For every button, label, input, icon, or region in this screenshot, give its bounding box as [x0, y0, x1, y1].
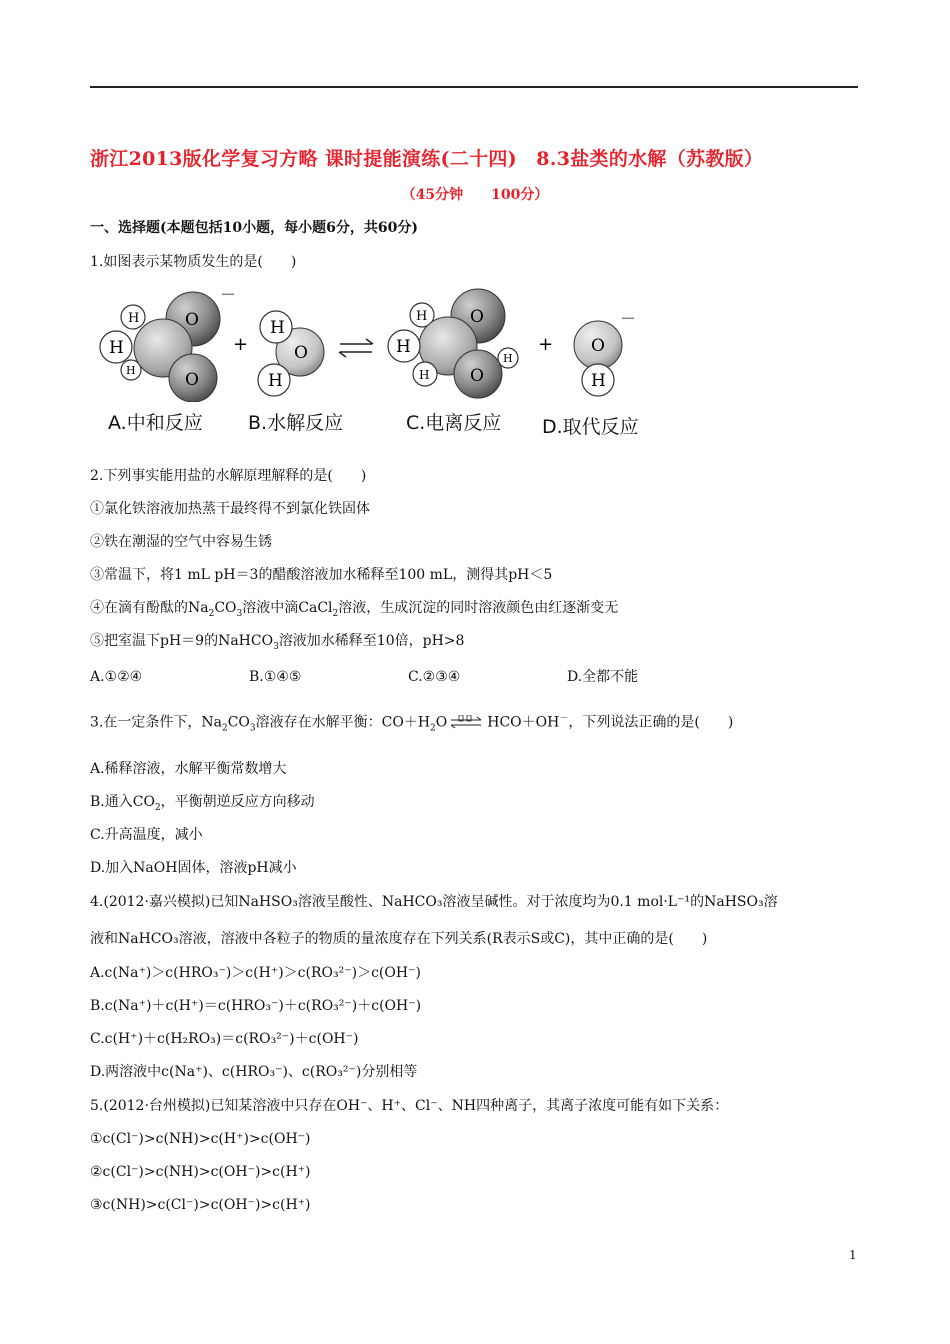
q1-option-c: C.电离反应: [406, 412, 502, 434]
q3-option-b-text: ，平衡朝逆反应方向移动: [160, 794, 315, 810]
header-rule: [90, 86, 858, 88]
q5-item-2: ②c(Cl⁻)>c(NH)>c(OH⁻)>c(H⁺): [90, 1164, 311, 1180]
q2-item-5: [90, 632, 464, 656]
svg-text:H: H: [416, 309, 428, 324]
svg-text:O: O: [470, 366, 484, 386]
q3-stem-text: O: [435, 714, 448, 731]
subscript: 2: [208, 608, 215, 619]
equilibrium-arrow-icon: [447, 715, 487, 731]
svg-text:H: H: [396, 337, 411, 357]
svg-text:O: O: [185, 370, 199, 390]
svg-text:O: O: [294, 343, 308, 363]
subscript: 3: [236, 608, 243, 619]
svg-text:H: H: [419, 368, 430, 382]
q2-item-4-text: ④在滴有酚酞的Na: [90, 600, 209, 616]
q1-figure: [90, 282, 670, 442]
q3-option-b-text: B.通入CO: [90, 794, 155, 810]
subscript: 3: [249, 723, 256, 734]
product-acid: [388, 289, 518, 398]
q2-option-a: A.①②④: [90, 669, 143, 685]
svg-text:H: H: [128, 311, 140, 326]
q2-stem: 2.下列事实能用盐的水解原理解释的是( ): [90, 468, 367, 484]
section-heading: 一、选择题(本题包括10小题，每小题6分，共60分): [90, 220, 418, 236]
subscript: 2: [332, 608, 339, 619]
q3-option-a: A.稀释溶液，水解平衡常数增大: [90, 761, 287, 777]
svg-text:O: O: [185, 310, 199, 330]
q3-stem: [90, 710, 733, 737]
svg-text:H: H: [503, 352, 513, 365]
q3-option-c: C.升高温度，减小: [90, 827, 203, 843]
q2-option-d: D.全都不能: [567, 669, 639, 685]
molecule-diagram: [90, 282, 670, 402]
q2-options: [90, 666, 638, 686]
total-score: 100分）: [491, 187, 549, 203]
q2-item-4-text: CO: [214, 600, 237, 616]
q2-item-5-text: 溶液加水稀释至10倍，pH>8: [278, 633, 465, 649]
subscript: 2: [154, 802, 161, 813]
svg-text:H: H: [268, 371, 283, 391]
q2-item-3: ③常温下，将1 mL pH＝3的醋酸溶液加水稀释至100 mL，测得其pH＜5: [90, 567, 553, 583]
svg-text:+: +: [233, 334, 249, 355]
svg-text:H: H: [109, 338, 124, 358]
q4-option-b: B.c(Na⁺)＋c(H⁺)＝c(HRO₃⁻)＋c(RO₃²⁻)＋c(OH⁻): [90, 998, 422, 1014]
q2-item-1: ①氯化铁溶液加热蒸干最终得不到氯化铁固体: [90, 501, 370, 517]
q3-option-b: [90, 793, 315, 817]
q4-option-c: C.c(H⁺)＋c(H₂RO₃)＝c(RO₃²⁻)＋c(OH⁻): [90, 1031, 359, 1047]
q2-item-4: [90, 599, 618, 623]
q2-option-c: C.②③④: [408, 669, 461, 685]
q2-item-5-text: ⑤把室温下pH＝9的NaHCO: [90, 633, 274, 649]
q4-option-d: D.两溶液中c(Na⁺)、c(HRO₃⁻)、c(RO₃²⁻)分别相等: [90, 1064, 418, 1080]
q1-option-b: B.水解反应: [248, 412, 344, 434]
document-title: 浙江2013版化学复习方略 课时提能演练(二十四) 8.3盐类的水解（苏教版）: [90, 148, 764, 170]
svg-text:－: －: [220, 285, 237, 304]
q3-stem-text: 3.在一定条件下，Na: [90, 714, 222, 731]
time-limit: （45分钟: [401, 187, 464, 203]
reactant-ion: [100, 285, 236, 402]
svg-text:H: H: [270, 318, 285, 338]
q3-stem-text: HCO＋OH: [487, 714, 560, 731]
q1-option-d: D.取代反应: [542, 416, 639, 438]
q1-option-a: A.中和反应: [108, 412, 203, 434]
q1-stem: 1.如图表示某物质发生的是( ): [90, 254, 297, 270]
q2-item-4-text: 溶液，生成沉淀的同时溶液颜色由红逐渐变无: [338, 600, 619, 616]
q4-option-a: A.c(Na⁺)＞c(HRO₃⁻)＞c(H⁺)＞c(RO₃²⁻)＞c(OH⁻): [90, 965, 421, 981]
q3-stem-text: CO: [227, 714, 250, 731]
q4-stem-line2: 液和NaHCO₃溶液，溶液中各粒子的物质的量浓度存在下列关系(R表示S或C)，其中正确的是( ): [90, 931, 708, 947]
water-molecule: [258, 311, 324, 396]
q5-item-1: ①c(Cl⁻)>c(NH)>c(H⁺)>c(OH⁻): [90, 1131, 311, 1147]
subscript: 2: [221, 723, 228, 734]
q2-option-b: B.①④⑤: [249, 669, 302, 685]
q3-stem-text: 溶液存在水解平衡：CO＋H: [255, 714, 431, 731]
q3-stem-text: ，下列说法正确的是( ): [568, 714, 734, 731]
subscript: 2: [430, 723, 436, 734]
hydroxide-ion: [574, 309, 636, 396]
svg-text:H: H: [126, 364, 136, 377]
svg-text:+: +: [538, 334, 554, 355]
q5-item-3: ③c(NH)>c(Cl⁻)>c(OH⁻)>c(H⁺): [90, 1197, 311, 1213]
svg-text:O: O: [591, 336, 605, 356]
subscript: 3: [273, 641, 279, 652]
page-number: 1: [849, 1248, 857, 1262]
svg-text:O: O: [470, 307, 484, 327]
superscript: －: [559, 714, 569, 724]
equilibrium-arrow: [339, 339, 373, 357]
q2-item-2: ②铁在潮湿的空气中容易生锈: [90, 534, 272, 550]
q4-stem-line1: 4.(2012·嘉兴模拟)已知NaHSO₃溶液呈酸性、NaHCO₃溶液呈碱性。对于浓度均为0.1 mol·L⁻¹的NaHSO₃溶: [90, 894, 778, 910]
svg-text:H: H: [591, 371, 606, 391]
document-subtitle: [0, 184, 950, 204]
q2-item-4-text: 溶液中滴CaCl: [242, 600, 333, 616]
q5-stem: 5.(2012·台州模拟)已知某溶液中只存在OH⁻、H⁺、Cl⁻、NH四种离子，其离子浓度可能有如下关系：: [90, 1098, 729, 1114]
q3-option-d: D.加入NaOH固体，溶液pH减小: [90, 860, 297, 876]
svg-text:－: －: [620, 309, 637, 328]
